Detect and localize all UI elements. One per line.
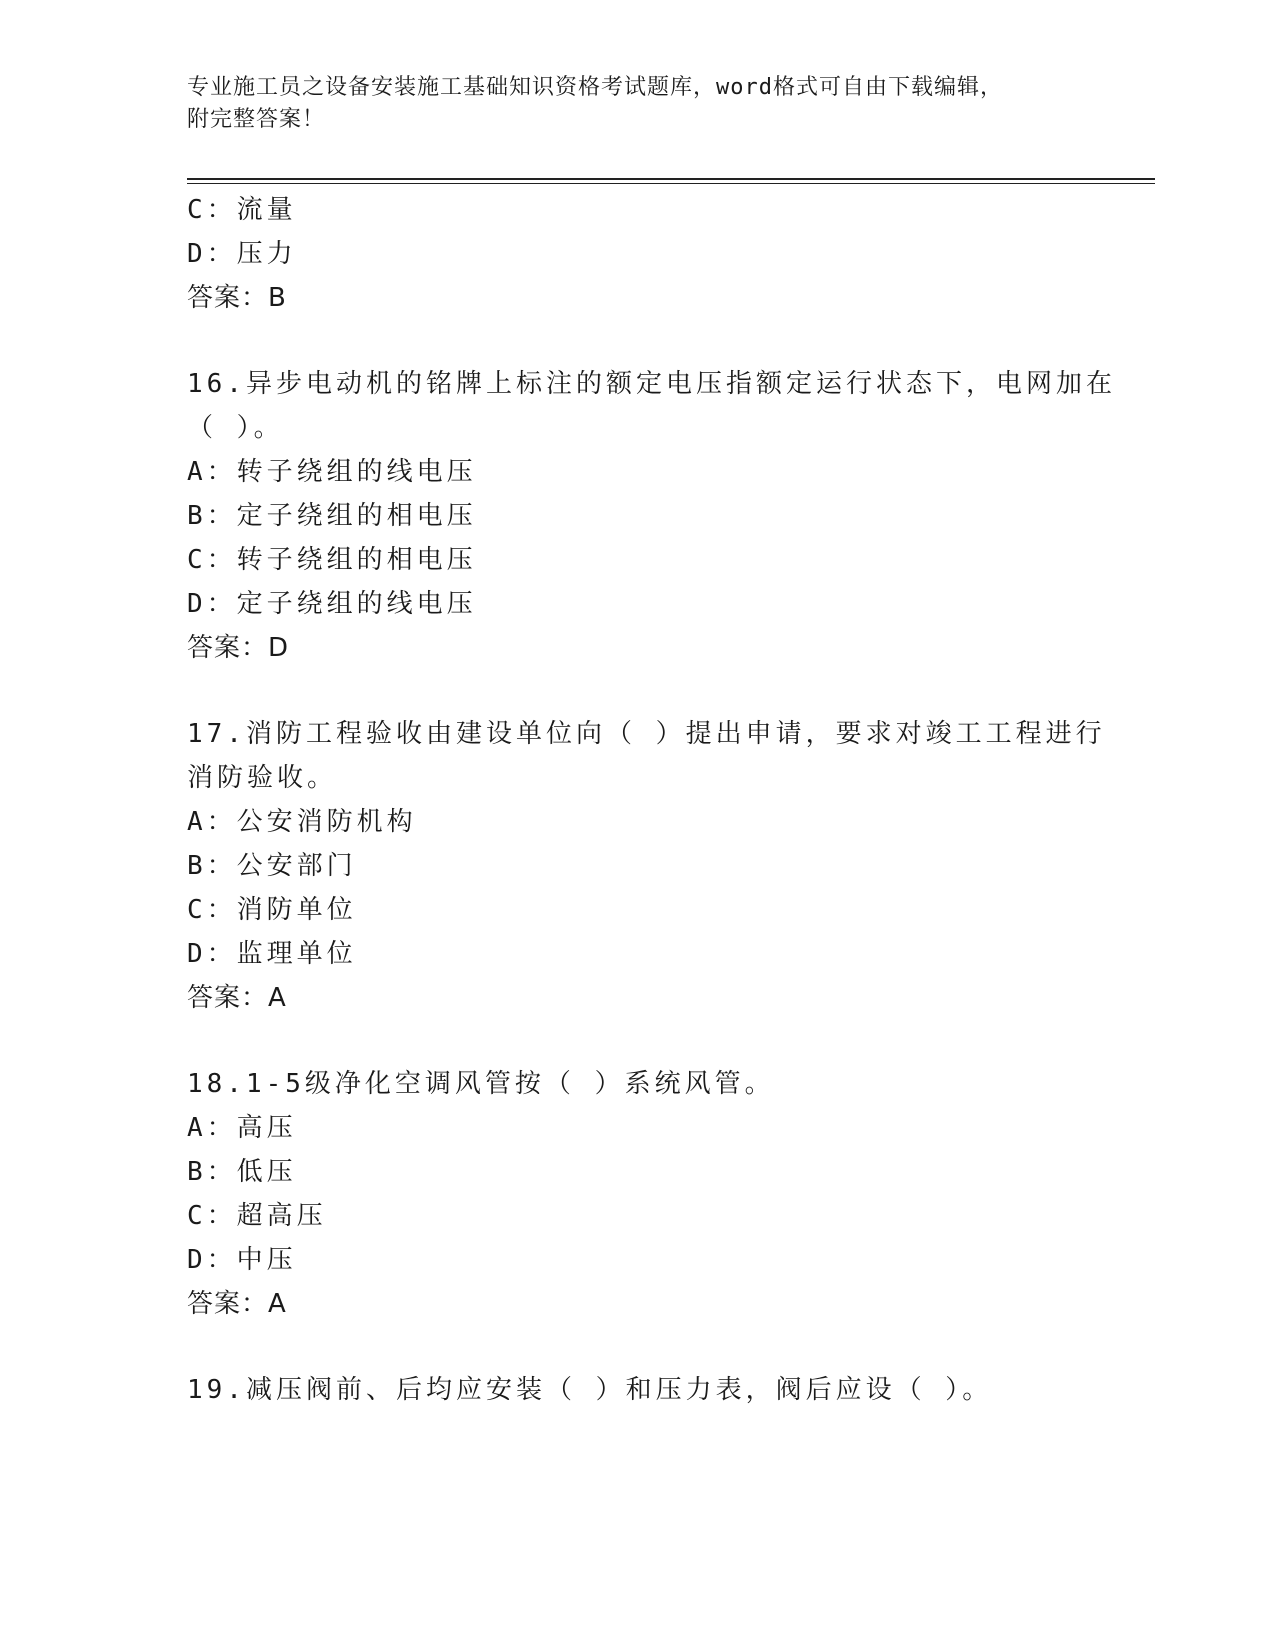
prev-option-c: C：流量 [187, 195, 297, 225]
q16-stem-line-2: （ ）。 [187, 413, 284, 443]
q17-option-a: A：公安消防机构 [187, 807, 417, 837]
q16-option-a: A：转子绕组的线电压 [187, 457, 477, 487]
q17-option-b: B：公安部门 [187, 851, 357, 881]
header-line-2: 附完整答案！ [187, 107, 326, 132]
q17-answer: 答案：A [187, 983, 287, 1013]
q18-option-a: A：高压 [187, 1113, 297, 1143]
header-divider-thin [187, 183, 1155, 184]
q17-option-c: C：消防单位 [187, 895, 357, 925]
q17-option-d: D：监理单位 [187, 939, 357, 969]
page-header [187, 72, 1087, 136]
q16-stem-line-1: 16.异步电动机的铭牌上标注的额定电压指额定运行状态下，电网加在 [187, 369, 1116, 399]
q19-stem-line-1: 19.减压阀前、后均应安装（ ）和压力表，阀后应设（ ）。 [187, 1375, 993, 1405]
prev-option-d: D：压力 [187, 239, 297, 269]
q16-option-c: C：转子绕组的相电压 [187, 545, 477, 575]
q16-answer: 答案：D [187, 633, 290, 663]
q18-stem-line-1: 18.1-5级净化空调风管按（ ）系统风管。 [187, 1069, 775, 1099]
header-divider [187, 178, 1155, 180]
q16-option-d: D：定子绕组的线电压 [187, 589, 477, 619]
q18-option-d: D：中压 [187, 1245, 297, 1275]
prev-answer: 答案：B [187, 283, 287, 313]
q18-option-c: C：超高压 [187, 1201, 327, 1231]
q18-option-b: B：低压 [187, 1157, 297, 1187]
q17-stem-line-2: 消防验收。 [187, 763, 338, 793]
q17-stem-line-1: 17.消防工程验收由建设单位向（ ）提出申请，要求对竣工工程进行 [187, 719, 1106, 749]
q16-option-b: B：定子绕组的相电压 [187, 501, 477, 531]
q18-answer: 答案：A [187, 1289, 287, 1319]
header-line-1: 专业施工员之设备安装施工基础知识资格考试题库，word格式可自由下载编辑， [187, 75, 1003, 100]
